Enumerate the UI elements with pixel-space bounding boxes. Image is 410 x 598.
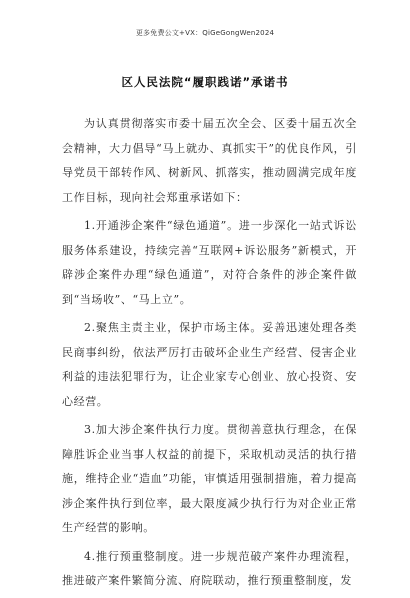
commitment-paragraph-4: 4.推行预重整制度。进一步规范破产案件办理流程，推进破产案件繁简分流、府院联动，推行预重整制度，发 xyxy=(62,549,357,587)
intro-paragraph: 为认真贯彻落实市委十届五次全会、区委十届五次全会精神，大力倡导“马上就办、真抓实干”的优良作风，引导党员干部转作风、树新风、抓落实，推动圆满完成年度工作目标，现向社会郑重承诺如下： xyxy=(62,117,357,204)
document-body xyxy=(62,112,357,598)
document-title: 区人民法院“履职践诺”承诺书 xyxy=(121,75,289,89)
commitment-paragraph-1: 1.开通涉企案件“绿色通道”。进一步深化一站式诉讼服务体系建设，持续完善“互联网+诉讼服务”新模式，开辟涉企案件办理“绿色通道”，对符合条件的涉企案件做到“当场收”、“马上立”。 xyxy=(62,219,357,306)
page-header: 更多免费公文+VX：QiGeGongWen2024 xyxy=(135,29,275,37)
commitment-paragraph-2: 2.聚焦主责主业，保护市场主体。妥善迅速处理各类民商事纠纷，依法严厉打击破坏企业生产经营、侵害企业利益的违法犯罪行为，让企业家专心创业、放心投资、安心经营。 xyxy=(62,321,357,408)
commitment-paragraph-3: 3.加大涉企案件执行力度。贯彻善意执行理念，在保障胜诉企业当事人权益的前提下，采取机动灵活的执行措施，维持企业“造血”功能，审慎适用强制措施，着力提高涉企案件执行到位率，最大限度减少执行行为对企业正常生产经营的影响。 xyxy=(62,423,357,534)
